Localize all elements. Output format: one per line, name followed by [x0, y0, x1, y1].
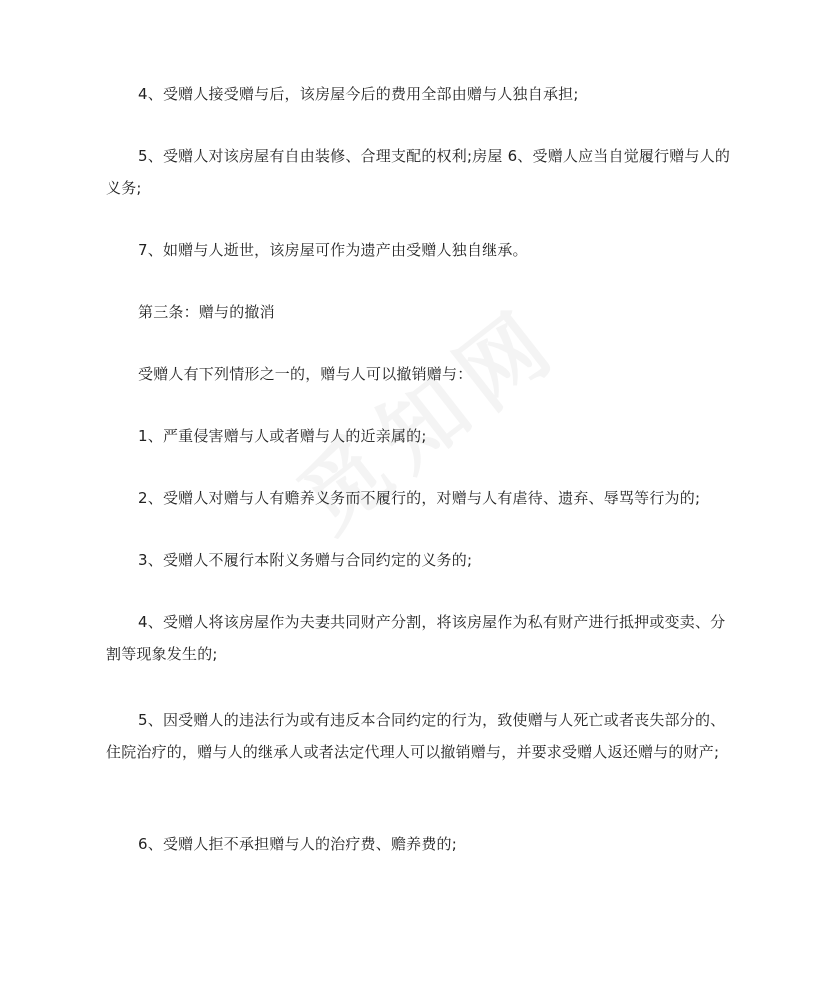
paragraph-clause-4: 4、受赠人接受赠与后，该房屋今后的费用全部由赠与人独自承担; [138, 85, 579, 103]
paragraph-revocation-intro: 受赠人有下列情形之一的，赠与人可以撤销赠与： [138, 365, 473, 383]
paragraph-clause-7: 7、如赠与人逝世，该房屋可作为遗产由受赠人独自继承。 [138, 241, 528, 259]
section-heading-article-3: 第三条：赠与的撤消 [138, 303, 275, 321]
paragraph-revocation-3: 3、受赠人不履行本附义务赠与合同约定的义务的; [138, 551, 473, 569]
paragraph-revocation-2: 2、受赠人对赠与人有赡养义务而不履行的，对赠与人有虐待、遗弃、辱骂等行为的; [138, 489, 701, 507]
paragraph-revocation-6: 6、受赠人拒不承担赠与人的治疗费、赡养费的; [138, 835, 457, 853]
paragraph-revocation-5: 5、因受赠人的违法行为或有违反本合同约定的行为，致使赠与人死亡或者丧失部分的、住院治疗的，赠与人的继承人或者法定代理人可以撤销赠与，并要求受赠人返还赠与的财产; [106, 711, 726, 761]
paragraph-clause-5-6: 5、受赠人对该房屋有自由装修、合理支配的权利;房屋 6、受赠人应当自觉履行赠与人的义务; [106, 147, 731, 197]
paragraph-revocation-4: 4、受赠人将该房屋作为夫妻共同财产分割，将该房屋作为私有财产进行抵押或变卖、分割等现象发生的; [106, 613, 726, 663]
paragraph-revocation-1: 1、严重侵害赠与人或者赠与人的近亲属的; [138, 427, 427, 445]
